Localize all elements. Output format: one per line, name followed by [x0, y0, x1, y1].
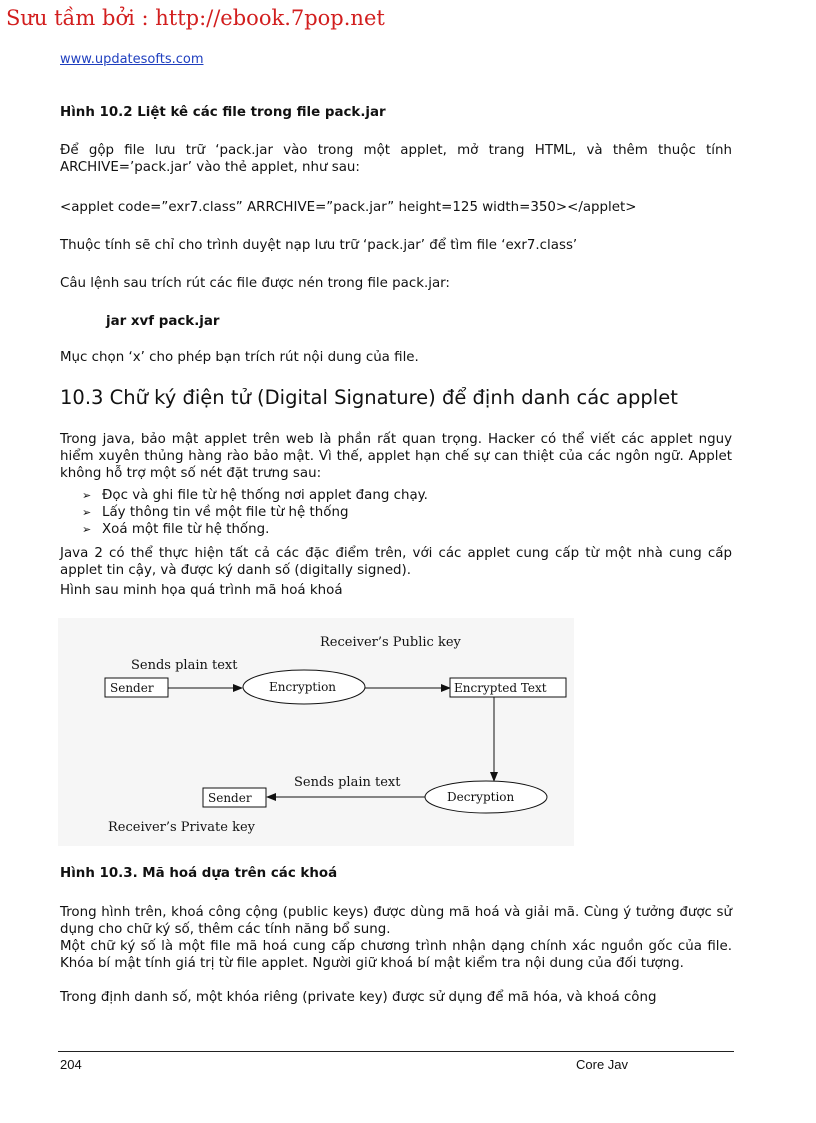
- arrow-bullet-icon: ➢: [82, 489, 92, 502]
- page-number: 204: [60, 1057, 82, 1072]
- encryption-label: Encryption: [269, 680, 337, 694]
- paragraph-extract: Câu lệnh sau trích rút các file được nén trong file pack.jar:: [60, 276, 450, 291]
- list-item: ➢ Lấy thông tin về một file từ hệ thống: [82, 505, 349, 520]
- decryption-label: Decryption: [447, 790, 515, 804]
- public-key-label: Receiver’s Public key: [320, 635, 461, 650]
- paragraph-signature: Một chữ ký số là một file mã hoá cung cấp chương trình nhận dạng chính xác nguồn gốc của file. Khóa bí mật tính giá trị từ file applet. Người giữ khoá bí mật kiểm tra nội dung của đối tượng.: [60, 939, 732, 971]
- sender-label: Sender: [110, 681, 154, 695]
- sends-plain-text-label: Sends plain text: [131, 658, 238, 673]
- site-link[interactable]: www.updatesofts.com: [60, 52, 204, 67]
- paragraph-java2: Java 2 có thể thực hiện tất cả các đặc điểm trên, với các applet cung cấp từ một nhà cung cấp applet tin cậy, và được ký danh số (digitally signed).: [60, 546, 732, 578]
- encrypted-text-label: Encrypted Text: [454, 681, 547, 695]
- section-heading: 10.3 Chữ ký điện tử (Digital Signature) để định danh các applet: [60, 386, 678, 409]
- feature-bullet-list: [82, 487, 428, 538]
- sender-label-bottom: Sender: [208, 791, 252, 805]
- watermark-text: Sưu tầm bởi : http://ebook.7pop.net: [6, 6, 385, 30]
- figure-10-2-caption: Hình 10.2 Liệt kê các file trong file pack.jar: [60, 105, 386, 120]
- private-key-label: Receiver’s Private key: [108, 820, 255, 835]
- paragraph-security: Trong java, bảo mật applet trên web là phần rất quan trọng. Hacker có thể viết các applet nguy hiểm xuyên thủng hàng rào bảo mật. Vì thế, applet hạn chế sự can thiệt của các ngôn ngữ. Applet không hỗ trợ một số nét đặt trưng sau:: [60, 432, 732, 481]
- book-title: Core Jav: [576, 1057, 629, 1072]
- arrow-bullet-icon: ➢: [82, 523, 92, 536]
- paragraph-archive: Để gộp file lưu trữ ‘pack.jar vào trong một applet, mở trang HTML, và thêm thuộc tính ARCHIVE=’pack.jar’ vào thẻ applet, như sau:: [60, 143, 732, 175]
- code-jar-command: jar xvf pack.jar: [106, 314, 220, 329]
- paragraph-figure-intro: Hình sau minh họa quá trình mã hoá khoá: [60, 583, 343, 598]
- paragraph-private-key: Trong định danh số, một khóa riêng (private key) được sử dụng để mã hóa, và khoá công: [60, 990, 657, 1005]
- paragraph-option: Mục chọn ‘x’ cho phép bạn trích rút nội dung của file.: [60, 350, 419, 365]
- arrow-bullet-icon: ➢: [82, 506, 92, 519]
- figure-10-3-caption: Hình 10.3. Mã hoá dựa trên các khoá: [60, 866, 338, 881]
- list-item: ➢ Đọc và ghi file từ hệ thống nơi applet đang chạy.: [82, 488, 428, 503]
- list-item: ➢ Xoá một file từ hệ thống.: [82, 522, 270, 537]
- paragraph-public-keys: Trong hình trên, khoá công cộng (public keys) được dùng mã hoá và giải mã. Cùng ý tưởng được sử dụng cho chữ ký số, thêm các tính năng bổ sung.: [60, 905, 732, 937]
- encryption-diagram: [58, 618, 574, 846]
- sends-plain-text-label-bottom: Sends plain text: [294, 775, 401, 790]
- paragraph-attribute: Thuộc tính sẽ chỉ cho trình duyệt nạp lưu trữ ‘pack.jar’ để tìm file ‘exr7.class’: [60, 238, 578, 253]
- footer-divider: [58, 1051, 734, 1052]
- code-applet-tag: <applet code=”exr7.class” ARRCHIVE=”pack.jar” height=125 width=350></applet>: [60, 200, 637, 215]
